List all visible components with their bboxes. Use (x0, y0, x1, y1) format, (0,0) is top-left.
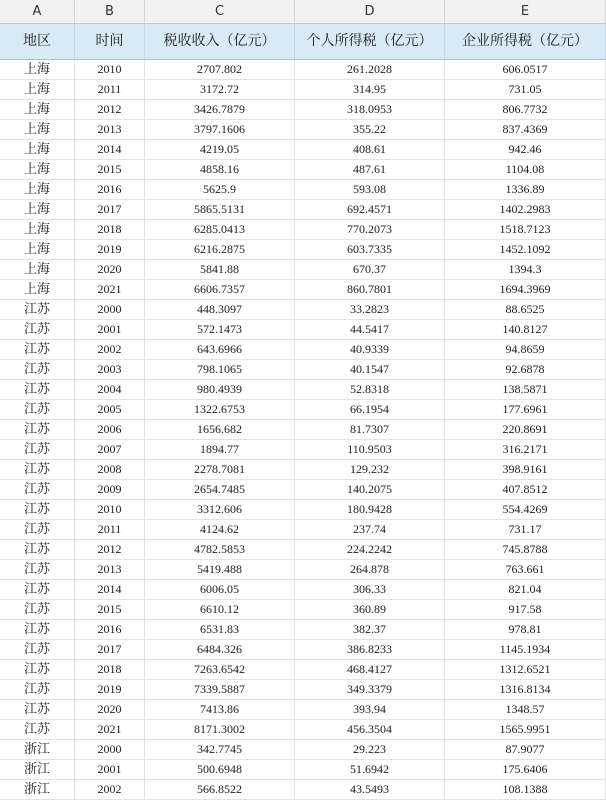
cell-personal-income-tax[interactable]: 349.3379 (295, 680, 445, 699)
table-row (0, 440, 606, 460)
cell-personal-income-tax[interactable]: 487.61 (295, 160, 445, 179)
cell-corporate-income-tax[interactable]: 1518.7123 (445, 220, 606, 239)
cell-year[interactable]: 2001 (75, 760, 145, 779)
table-row (0, 280, 606, 300)
cell-tax-revenue[interactable]: 1322.6753 (145, 400, 295, 419)
cell-tax-revenue[interactable]: 6006.05 (145, 580, 295, 599)
table-row (0, 420, 606, 440)
cell-region[interactable]: 浙江 (0, 780, 75, 799)
cell-year[interactable]: 2015 (75, 600, 145, 619)
cell-year[interactable]: 2015 (75, 160, 145, 179)
cell-corporate-income-tax[interactable]: 821.04 (445, 580, 606, 599)
cell-year[interactable]: 2011 (75, 80, 145, 99)
cell-year[interactable]: 2017 (75, 640, 145, 659)
cell-personal-income-tax[interactable]: 224.2242 (295, 540, 445, 559)
cell-region[interactable]: 江苏 (0, 440, 75, 459)
cell-tax-revenue[interactable]: 3172.72 (145, 80, 295, 99)
cell-tax-revenue[interactable]: 7413.86 (145, 700, 295, 719)
cell-region[interactable]: 江苏 (0, 480, 75, 499)
cell-year[interactable]: 2006 (75, 420, 145, 439)
cell-corporate-income-tax[interactable]: 407.8512 (445, 480, 606, 499)
cell-region[interactable]: 上海 (0, 280, 75, 299)
cell-personal-income-tax[interactable]: 314.95 (295, 80, 445, 99)
cell-corporate-income-tax[interactable]: 1336.89 (445, 180, 606, 199)
cell-tax-revenue[interactable]: 3426.7879 (145, 100, 295, 119)
cell-corporate-income-tax[interactable]: 177.6961 (445, 400, 606, 419)
cell-year[interactable]: 2016 (75, 620, 145, 639)
cell-personal-income-tax[interactable]: 81.7307 (295, 420, 445, 439)
cell-personal-income-tax[interactable]: 603.7335 (295, 240, 445, 259)
cell-tax-revenue[interactable]: 8171.3002 (145, 720, 295, 739)
table-row (0, 240, 606, 260)
cell-personal-income-tax[interactable]: 40.1547 (295, 360, 445, 379)
cell-year[interactable]: 2004 (75, 380, 145, 399)
cell-region[interactable]: 江苏 (0, 560, 75, 579)
header-region[interactable]: 地区 (0, 24, 75, 59)
cell-personal-income-tax[interactable]: 860.7801 (295, 280, 445, 299)
cell-year[interactable]: 2009 (75, 480, 145, 499)
cell-personal-income-tax[interactable]: 33.2823 (295, 300, 445, 319)
cell-tax-revenue[interactable]: 2278.7081 (145, 460, 295, 479)
table-row (0, 540, 606, 560)
cell-personal-income-tax[interactable]: 393.94 (295, 700, 445, 719)
cell-year[interactable]: 2000 (75, 300, 145, 319)
cell-region[interactable]: 江苏 (0, 580, 75, 599)
cell-tax-revenue[interactable]: 7339.5887 (145, 680, 295, 699)
cell-corporate-income-tax[interactable]: 917.58 (445, 600, 606, 619)
cell-year[interactable]: 2003 (75, 360, 145, 379)
cell-region[interactable]: 上海 (0, 180, 75, 199)
table-row (0, 640, 606, 660)
table-row (0, 560, 606, 580)
table-row (0, 60, 606, 80)
table-row (0, 340, 606, 360)
cell-corporate-income-tax[interactable]: 108.1388 (445, 780, 606, 799)
table-row (0, 80, 606, 100)
cell-corporate-income-tax[interactable]: 87.9077 (445, 740, 606, 759)
cell-tax-revenue[interactable]: 6285.0413 (145, 220, 295, 239)
table-row (0, 320, 606, 340)
cell-personal-income-tax[interactable]: 670.37 (295, 260, 445, 279)
cell-tax-revenue[interactable]: 6484.326 (145, 640, 295, 659)
cell-personal-income-tax[interactable]: 43.5493 (295, 780, 445, 799)
cell-tax-revenue[interactable]: 6216.2875 (145, 240, 295, 259)
cell-year[interactable]: 2021 (75, 720, 145, 739)
cell-tax-revenue[interactable]: 7263.6542 (145, 660, 295, 679)
cell-corporate-income-tax[interactable]: 731.17 (445, 520, 606, 539)
cell-year[interactable]: 2016 (75, 180, 145, 199)
cell-year[interactable]: 2017 (75, 200, 145, 219)
cell-region[interactable]: 江苏 (0, 400, 75, 419)
cell-region[interactable]: 江苏 (0, 520, 75, 539)
cell-tax-revenue[interactable]: 5419.488 (145, 560, 295, 579)
cell-region[interactable]: 江苏 (0, 500, 75, 519)
table-row (0, 600, 606, 620)
cell-corporate-income-tax[interactable]: 1312.6521 (445, 660, 606, 679)
cell-personal-income-tax[interactable]: 456.3504 (295, 720, 445, 739)
cell-tax-revenue[interactable]: 2654.7485 (145, 480, 295, 499)
cell-personal-income-tax[interactable]: 386.8233 (295, 640, 445, 659)
cell-personal-income-tax[interactable]: 261.2028 (295, 60, 445, 79)
cell-region[interactable]: 上海 (0, 200, 75, 219)
table-row (0, 380, 606, 400)
cell-personal-income-tax[interactable]: 306.33 (295, 580, 445, 599)
table-row (0, 480, 606, 500)
cell-personal-income-tax[interactable]: 408.61 (295, 140, 445, 159)
cell-corporate-income-tax[interactable]: 1452.1092 (445, 240, 606, 259)
cell-corporate-income-tax[interactable]: 140.8127 (445, 320, 606, 339)
cell-region[interactable]: 上海 (0, 80, 75, 99)
table-row (0, 460, 606, 480)
cell-region[interactable]: 江苏 (0, 700, 75, 719)
cell-personal-income-tax[interactable]: 468.4127 (295, 660, 445, 679)
cell-tax-revenue[interactable]: 5625.9 (145, 180, 295, 199)
table-row (0, 100, 606, 120)
cell-year[interactable]: 2010 (75, 500, 145, 519)
cell-tax-revenue[interactable]: 500.6948 (145, 760, 295, 779)
table-row (0, 780, 606, 800)
table-row (0, 120, 606, 140)
cell-year[interactable]: 2002 (75, 780, 145, 799)
table-row (0, 660, 606, 680)
cell-region[interactable]: 江苏 (0, 320, 75, 339)
cell-tax-revenue[interactable]: 5865.5131 (145, 200, 295, 219)
cell-year[interactable]: 2001 (75, 320, 145, 339)
cell-corporate-income-tax[interactable]: 1145.1934 (445, 640, 606, 659)
table-row (0, 400, 606, 420)
cell-year[interactable]: 2018 (75, 220, 145, 239)
cell-region[interactable]: 上海 (0, 160, 75, 179)
table-row (0, 720, 606, 740)
cell-tax-revenue[interactable]: 6610.12 (145, 600, 295, 619)
cell-year[interactable]: 2012 (75, 540, 145, 559)
table-row (0, 580, 606, 600)
cell-region[interactable]: 浙江 (0, 760, 75, 779)
column-letter-d[interactable]: D (295, 0, 445, 23)
cell-personal-income-tax[interactable]: 52.8318 (295, 380, 445, 399)
cell-corporate-income-tax[interactable]: 398.9161 (445, 460, 606, 479)
cell-corporate-income-tax[interactable]: 88.6525 (445, 300, 606, 319)
column-letter-header (0, 0, 606, 24)
cell-personal-income-tax[interactable]: 355.22 (295, 120, 445, 139)
cell-corporate-income-tax[interactable]: 1402.2983 (445, 200, 606, 219)
cell-region[interactable]: 上海 (0, 120, 75, 139)
table-row (0, 740, 606, 760)
cell-tax-revenue[interactable]: 980.4939 (145, 380, 295, 399)
cell-tax-revenue[interactable]: 4858.16 (145, 160, 295, 179)
cell-corporate-income-tax[interactable]: 1104.08 (445, 160, 606, 179)
cell-corporate-income-tax[interactable]: 745.8788 (445, 540, 606, 559)
cell-personal-income-tax[interactable]: 44.5417 (295, 320, 445, 339)
cell-personal-income-tax[interactable]: 692.4571 (295, 200, 445, 219)
cell-personal-income-tax[interactable]: 264.878 (295, 560, 445, 579)
cell-personal-income-tax[interactable]: 140.2075 (295, 480, 445, 499)
cell-region[interactable]: 上海 (0, 260, 75, 279)
cell-region[interactable]: 江苏 (0, 380, 75, 399)
cell-region[interactable]: 江苏 (0, 420, 75, 439)
cell-region[interactable]: 上海 (0, 140, 75, 159)
cell-tax-revenue[interactable]: 572.1473 (145, 320, 295, 339)
cell-personal-income-tax[interactable]: 180.9428 (295, 500, 445, 519)
cell-region[interactable]: 江苏 (0, 460, 75, 479)
cell-region[interactable]: 上海 (0, 60, 75, 79)
table-row (0, 680, 606, 700)
cell-tax-revenue[interactable]: 448.3097 (145, 300, 295, 319)
table-row (0, 500, 606, 520)
column-letter-b[interactable]: B (75, 0, 145, 23)
cell-year[interactable]: 2008 (75, 460, 145, 479)
cell-tax-revenue[interactable]: 1656.682 (145, 420, 295, 439)
cell-region[interactable]: 上海 (0, 240, 75, 259)
cell-region[interactable]: 江苏 (0, 360, 75, 379)
cell-tax-revenue[interactable]: 2707.802 (145, 60, 295, 79)
cell-corporate-income-tax[interactable]: 92.6878 (445, 360, 606, 379)
table-row (0, 140, 606, 160)
table-row (0, 520, 606, 540)
cell-personal-income-tax[interactable]: 593.08 (295, 180, 445, 199)
cell-tax-revenue[interactable]: 4219.05 (145, 140, 295, 159)
cell-region[interactable]: 江苏 (0, 640, 75, 659)
header-tax-revenue[interactable]: 税收收入（亿元） (145, 24, 295, 59)
table-row (0, 360, 606, 380)
cell-personal-income-tax[interactable]: 51.6942 (295, 760, 445, 779)
header-personal-income-tax[interactable]: 个人所得税（亿元） (295, 24, 445, 59)
table-row (0, 220, 606, 240)
cell-corporate-income-tax[interactable]: 606.0517 (445, 60, 606, 79)
cell-year[interactable]: 2007 (75, 440, 145, 459)
cell-region[interactable]: 江苏 (0, 540, 75, 559)
cell-year[interactable]: 2020 (75, 700, 145, 719)
table-row (0, 700, 606, 720)
cell-year[interactable]: 2011 (75, 520, 145, 539)
cell-personal-income-tax[interactable]: 318.0953 (295, 100, 445, 119)
cell-personal-income-tax[interactable]: 382.37 (295, 620, 445, 639)
cell-year[interactable]: 2005 (75, 400, 145, 419)
cell-region[interactable]: 江苏 (0, 620, 75, 639)
cell-tax-revenue[interactable]: 5841.88 (145, 260, 295, 279)
cell-year[interactable]: 2021 (75, 280, 145, 299)
cell-corporate-income-tax[interactable]: 1565.9951 (445, 720, 606, 739)
cell-corporate-income-tax[interactable]: 942.46 (445, 140, 606, 159)
table-row (0, 760, 606, 780)
cell-tax-revenue[interactable]: 4124.62 (145, 520, 295, 539)
cell-year[interactable]: 2019 (75, 240, 145, 259)
cell-tax-revenue[interactable]: 643.6966 (145, 340, 295, 359)
cell-region[interactable]: 上海 (0, 100, 75, 119)
cell-personal-income-tax[interactable]: 360.89 (295, 600, 445, 619)
cell-personal-income-tax[interactable]: 110.9503 (295, 440, 445, 459)
cell-region[interactable]: 江苏 (0, 720, 75, 739)
cell-corporate-income-tax[interactable]: 220.8691 (445, 420, 606, 439)
table-row (0, 200, 606, 220)
cell-corporate-income-tax[interactable]: 1348.57 (445, 700, 606, 719)
cell-region[interactable]: 江苏 (0, 340, 75, 359)
cell-region[interactable]: 江苏 (0, 300, 75, 319)
cell-corporate-income-tax[interactable]: 763.661 (445, 560, 606, 579)
cell-tax-revenue[interactable]: 798.1065 (145, 360, 295, 379)
cell-region[interactable]: 江苏 (0, 660, 75, 679)
cell-year[interactable]: 2012 (75, 100, 145, 119)
cell-corporate-income-tax[interactable]: 806.7732 (445, 100, 606, 119)
cell-corporate-income-tax[interactable]: 1694.3969 (445, 280, 606, 299)
table-row (0, 160, 606, 180)
cell-corporate-income-tax[interactable]: 1394.3 (445, 260, 606, 279)
cell-year[interactable]: 2013 (75, 120, 145, 139)
cell-year[interactable]: 2014 (75, 580, 145, 599)
header-year[interactable]: 时间 (75, 24, 145, 59)
column-letter-c[interactable]: C (145, 0, 295, 23)
cell-year[interactable]: 2014 (75, 140, 145, 159)
cell-personal-income-tax[interactable]: 66.1954 (295, 400, 445, 419)
table-row (0, 300, 606, 320)
cell-corporate-income-tax[interactable]: 138.5871 (445, 380, 606, 399)
cell-corporate-income-tax[interactable]: 175.6406 (445, 760, 606, 779)
header-corporate-income-tax[interactable]: 企业所得税（亿元） (445, 24, 606, 59)
cell-tax-revenue[interactable]: 3797.1606 (145, 120, 295, 139)
cell-tax-revenue[interactable]: 342.7745 (145, 740, 295, 759)
cell-tax-revenue[interactable]: 566.8522 (145, 780, 295, 799)
cell-tax-revenue[interactable]: 1894.77 (145, 440, 295, 459)
cell-corporate-income-tax[interactable]: 94.8659 (445, 340, 606, 359)
cell-corporate-income-tax[interactable]: 316.2171 (445, 440, 606, 459)
cell-year[interactable]: 2010 (75, 60, 145, 79)
cell-personal-income-tax[interactable]: 40.9339 (295, 340, 445, 359)
cell-year[interactable]: 2013 (75, 560, 145, 579)
table-header-row (0, 24, 606, 60)
cell-personal-income-tax[interactable]: 770.2073 (295, 220, 445, 239)
table-body (0, 60, 606, 800)
cell-corporate-income-tax[interactable]: 554.4269 (445, 500, 606, 519)
cell-personal-income-tax[interactable]: 129.232 (295, 460, 445, 479)
cell-year[interactable]: 2019 (75, 680, 145, 699)
cell-corporate-income-tax[interactable]: 978.81 (445, 620, 606, 639)
cell-year[interactable]: 2002 (75, 340, 145, 359)
cell-tax-revenue[interactable]: 6531.83 (145, 620, 295, 639)
cell-region[interactable]: 浙江 (0, 740, 75, 759)
cell-corporate-income-tax[interactable]: 1316.8134 (445, 680, 606, 699)
table-row (0, 180, 606, 200)
cell-year[interactable]: 2020 (75, 260, 145, 279)
column-letter-e[interactable]: E (445, 0, 606, 23)
cell-tax-revenue[interactable]: 6606.7357 (145, 280, 295, 299)
cell-tax-revenue[interactable]: 4782.5853 (145, 540, 295, 559)
cell-year[interactable]: 2018 (75, 660, 145, 679)
table-row (0, 260, 606, 280)
cell-year[interactable]: 2000 (75, 740, 145, 759)
cell-personal-income-tax[interactable]: 29.223 (295, 740, 445, 759)
cell-region[interactable]: 上海 (0, 220, 75, 239)
cell-region[interactable]: 江苏 (0, 680, 75, 699)
cell-personal-income-tax[interactable]: 237.74 (295, 520, 445, 539)
column-letter-a[interactable]: A (0, 0, 75, 23)
cell-region[interactable]: 江苏 (0, 600, 75, 619)
cell-corporate-income-tax[interactable]: 731.05 (445, 80, 606, 99)
cell-tax-revenue[interactable]: 3312.606 (145, 500, 295, 519)
cell-corporate-income-tax[interactable]: 837.4369 (445, 120, 606, 139)
table-row (0, 620, 606, 640)
